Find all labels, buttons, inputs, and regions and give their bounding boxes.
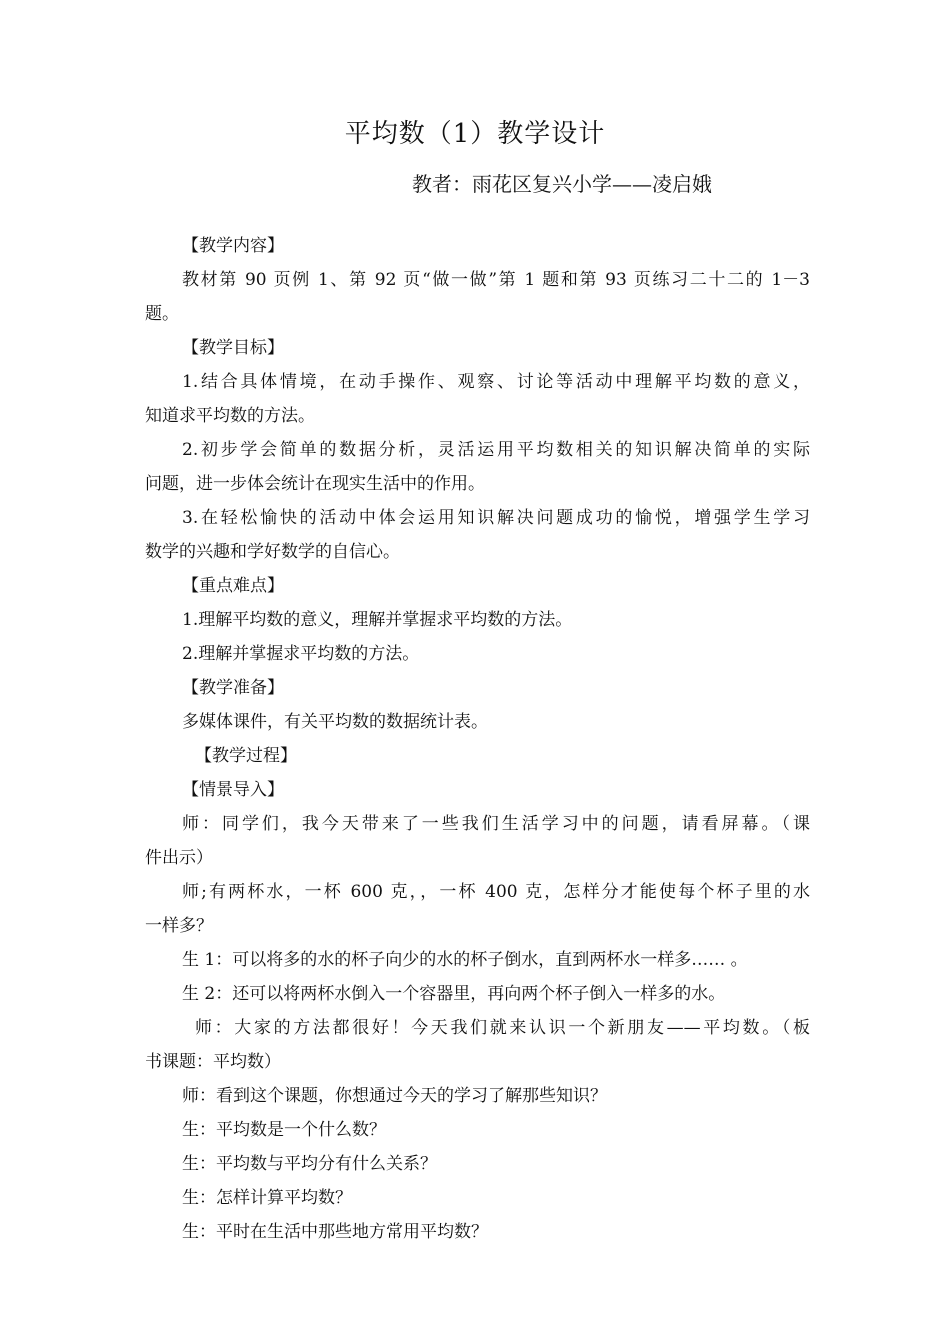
- paragraph-line: 数学的兴趣和学好数学的自信心。: [145, 542, 400, 562]
- dialogue-line: 生 2：还可以将两杯水倒入一个容器里，再向两个杯子倒入一样多的水。: [182, 984, 726, 1004]
- paragraph-line: 多媒体课件，有关平均数的数据统计表。: [182, 712, 488, 732]
- document-body: [145, 229, 810, 1249]
- section-heading-process: 【教学过程】: [195, 746, 297, 766]
- document-title: 平均数（1）教学设计: [344, 119, 606, 149]
- author-line: 教者：雨花区复兴小学——凌启娥: [412, 172, 712, 196]
- dialogue-line: 生 1：可以将多的水的杯子向少的水的杯子倒水，直到两杯水一样多…… 。: [182, 950, 748, 970]
- dialogue-line: 师：看到这个课题，你想通过今天的学习了解那些知识？: [182, 1086, 607, 1106]
- dialogue-line: 一样多？: [145, 916, 213, 936]
- paragraph-line: 2.初步学会简单的数据分析，灵活运用平均数相关的知识解决简单的实际: [182, 440, 810, 460]
- paragraph-line: 1.理解平均数的意义，理解并掌握求平均数的方法。: [182, 610, 573, 630]
- paragraph-line: 2.理解并掌握求平均数的方法。: [182, 644, 420, 664]
- paragraph-line: 问题，进一步体会统计在现实生活中的作用。: [145, 474, 485, 494]
- dialogue-line: 生：怎样计算平均数？: [182, 1188, 352, 1208]
- paragraph-line: 教材第 90 页例 1、第 92 页“做一做”第 1 题和第 93 页练习二十二的 1－3: [182, 270, 810, 290]
- section-heading-goals: 【教学目标】: [182, 338, 284, 358]
- dialogue-line: 师：同学们，我今天带来了一些我们生活学习中的问题，请看屏幕。（课: [182, 814, 810, 834]
- dialogue-line: 生：平时在生活中那些地方常用平均数？: [182, 1222, 488, 1242]
- dialogue-line: 师;有两杯水，一杯 600 克，，一杯 400 克，怎样分才能使每个杯子里的水: [182, 882, 810, 902]
- paragraph-line: 知道求平均数的方法。: [145, 406, 315, 426]
- paragraph-line: 3.在轻松愉快的活动中体会运用知识解决问题成功的愉悦，增强学生学习: [182, 508, 810, 528]
- paragraph-line: 题。: [145, 304, 179, 324]
- dialogue-line: 件出示）: [145, 848, 213, 868]
- section-heading-intro: 【情景导入】: [182, 780, 284, 800]
- section-heading-key-points: 【重点难点】: [182, 576, 284, 596]
- section-heading-content: 【教学内容】: [182, 236, 284, 256]
- dialogue-line: 书课题：平均数）: [145, 1052, 281, 1072]
- paragraph-line: 1.结合具体情境，在动手操作、观察、讨论等活动中理解平均数的意义，: [182, 372, 810, 392]
- dialogue-line: 师：大家的方法都很好！今天我们就来认识一个新朋友——平均数。（板: [195, 1018, 810, 1038]
- dialogue-line: 生：平均数是一个什么数？: [182, 1120, 386, 1140]
- dialogue-line: 生：平均数与平均分有什么关系？: [182, 1154, 437, 1174]
- section-heading-preparation: 【教学准备】: [182, 678, 284, 698]
